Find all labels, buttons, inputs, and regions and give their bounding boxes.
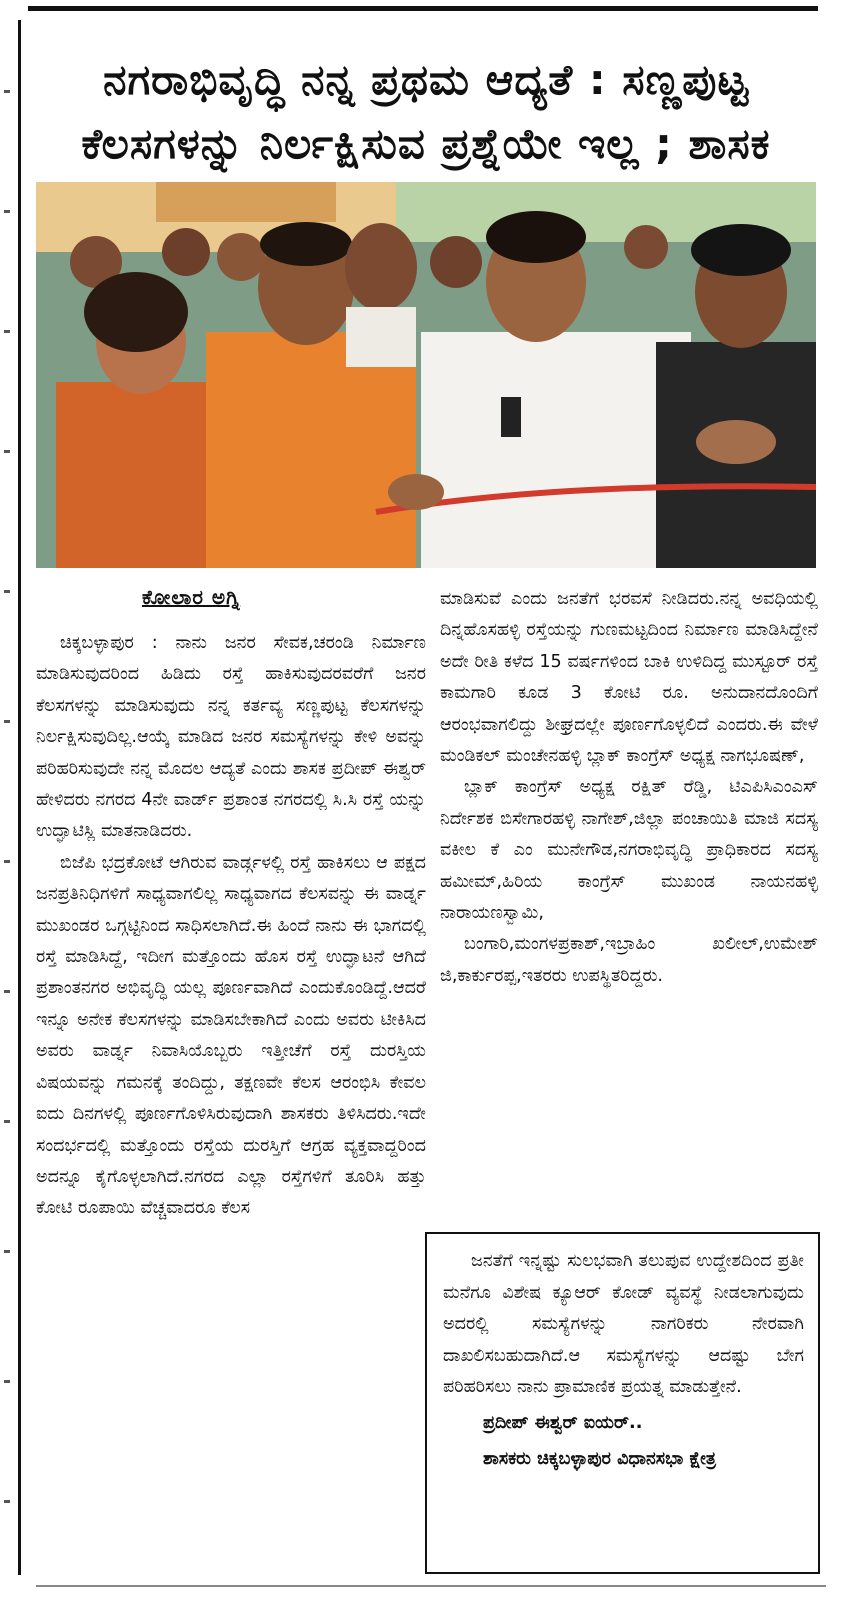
article-column-2 — [440, 584, 818, 992]
paragraph: ಬಂಗಾರಿ,ಮಂಗಳಪ್ರಕಾಶ್,ಇಬ್ರಾಹಿಂ ಖಲೀಲ್,ಉಮೇಶ್ ಜಿ,ಕಾರ್ಕುರಪ್ಪ,ಇತರರು ಉಪಸ್ಥಿತರಿದ್ದರು. — [440, 934, 818, 986]
top-rule — [28, 6, 818, 11]
quote-designation: ಶಾಸಕರು ಚಿಕ್ಕಬಳ್ಳಾಪುರ ವಿಧಾನಸಭಾ ಕ್ಷೇತ್ರ — [483, 1448, 716, 1469]
paragraph: ಬಿಜೆಪಿ ಭದ್ರಕೋಟೆ ಆಗಿರುವ ವಾರ್ಡ್ಗಳಲ್ಲಿ ರಸ್ತೆ ಹಾಕಿಸಲು ಆ ಪಕ್ಷದ ಜನಪ್ರತಿನಿಧಿಗಳಿಗೆ ಸಾಧ್ಯವಾಗಲಿಲ್ಲ ಸಾಧ್ಯವಾಗದ ಕೆಲಸವನ್ನು ಈ ವಾರ್ಡ್ನ ಮುಖಂಡರ ಒಗ್ಗಟ್ಟಿನಿಂದ ಸಾಧಿಸಲಾಗಿದೆ.ಈ ಹಿಂದೆ ನಾನು ಈ ಭಾಗದಲ್ಲಿ ರಸ್ತೆ ಮಾಡಿಸಿದ್ದೆ, ಇದೀಗ ಮತ್ತೊಂದು ಹೊಸ ರಸ್ತೆ ಉದ್ಘಾಟನೆ ಆಗಿದೆ ಪ್ರಶಾಂತನಗರ ಅಭಿವೃದ್ಧಿ ಯಲ್ಲ ಪೂರ್ಣವಾಗಿದೆ ಎಂದುಕೊಂಡಿದ್ದೆ.ಆದರೆ ಇನ್ನೂ ಅನೇಕ ಕೆಲಸಗಳನ್ನು ಮಾಡಿಸಬೇಕಾಗಿದೆ ಎಂದು ಅವರು ಟೀಕಿಸಿದ ಅವರು ವಾರ್ಡ್ನ ನಿವಾಸಿಯೊಬ್ಬರು ಇತ್ತೀಚೆಗೆ ರಸ್ತೆ ದುರಸ್ತಿಯ ವಿಷಯವನ್ನು ಗಮನಕ್ಕೆ ತಂದಿದ್ದು, ತಕ್ಷಣವೇ ಕೆಲಸ ಆರಂಭಿಸಿ ಕೇವಲ ಐದು ದಿನಗಳಲ್ಲಿ ಪೂರ್ಣಗೊಳಿಸಿರುವುದಾಗಿ ಶಾಸಕರು ತಿಳಿಸಿದರು.ಇದೇ ಸಂದರ್ಭದಲ್ಲಿ ಮತ್ತೊಂದು ರಸ್ತೆಯ ದುರಸ್ತಿಗೆ ಆಗ್ರಹ ವ್ಯಕ್ತವಾದ್ದರಿಂದ ಅದನ್ನೂ ಕೈಗೊಳ್ಳಲಾಗಿದೆ.ನಗರದ ಎಲ್ಲಾ ರಸ್ತೆಗಳಿಗೆ ತೂರಿಸಿ ಹತ್ತು ಕೋಟಿ ರೂಪಾಯಿ ವೆಚ್ಚವಾದರೂ ಕೆಲಸ — [36, 852, 426, 1219]
left-column-rule — [18, 20, 21, 1575]
byline: ಕೋಲಾರ ಅಗ್ನಿ — [142, 585, 241, 609]
paragraph: ಬ್ಲಾಕ್ ಕಾಂಗ್ರೆಸ್ ಅಧ್ಯಕ್ಷ ರಕ್ಷಿತ್ ರೆಡ್ಡಿ, ಟಿಎಪಿಸಿಎಂಎಸ್ ನಿರ್ದೇಶಕ ಬಿಸೇಗಾರಹಳ್ಳಿ ನಾಗೇಶ್,ಜಿಲ್ಲಾ ಪಂಚಾಯಿತಿ ಮಾಜಿ ಸದಸ್ಯ ವಕೀಲ ಕೆ ಎಂ ಮುನೇಗೌಡ,ನಗರಾಭಿವೃದ್ಧಿ ಪ್ರಾಧಿಕಾರದ ಸದಸ್ಯ ಹಮೀಮ್,ಹಿರಿಯ ಕಾಂಗ್ರೆಸ್ ಮುಖಂಡ ನಾಯನಹಳ್ಳಿ ನಾರಾಯಣಸ್ವಾಮಿ, — [440, 777, 818, 924]
quote-box — [425, 1232, 820, 1574]
bottom-rule — [36, 1585, 826, 1587]
paragraph: ಮಾಡಿಸುವೆ ಎಂದು ಜನತೆಗೆ ಭರವಸೆ ನೀಡಿದರು.ನನ್ನ ಅವಧಿಯಲ್ಲಿ ದಿನ್ನಹೊಸಹಳ್ಳಿ ರಸ್ತೆಯನ್ನು ಗುಣಮಟ್ಟದಿಂದ ನಿರ್ಮಾಣ ಮಾಡಿಸಿದ್ದೇನೆ ಅದೇ ರೀತಿ ಕಳೆದ 15 ವರ್ಷಗಳಿಂದ ಬಾಕಿ ಉಳಿದಿದ್ದ ಮುಸ್ಟೂರ್ ರಸ್ತೆ ಕಾಮಗಾರಿ ಕೂಡ 3 ಕೋಟಿ ರೂ. ಅನುದಾನದೊಂದಿಗೆ ಆರಂಭವಾಗಲಿದ್ದು ಶೀಘ್ರದಲ್ಲೇ ಪೂರ್ಣಗೊಳ್ಳಲಿದೆ ಎಂದರು.ಈ ವೇಳೆ ಮಂಡಿಕಲ್ ಮಂಚೇನಹಳ್ಳಿ ಬ್ಲಾಕ್ ಕಾಂಗ್ರೆಸ್ ಅಧ್ಯಕ್ಷ ನಾಗಭೂಷಣ್, — [440, 589, 818, 767]
news-photo — [36, 182, 816, 568]
photo-illustration — [36, 182, 816, 568]
article-headline: ನಗರಾಭಿವೃದ್ಧಿ ನನ್ನ ಪ್ರಥಮ ಆದ್ಯತೆ : ಸಣ್ಣಪುಟ್ಟ ಕೆಲಸಗಳನ್ನು ನಿರ್ಲಕ್ಷಿಸುವ ಪ್ರಶ್ನೆಯೇ ಇಲ್ಲ ; ಶಾಸಕ — [81, 55, 771, 169]
quote-signature: ಪ್ರದೀಪ್ ಈಶ್ವರ್ ಐಯರ್.. — [483, 1412, 643, 1433]
paragraph: ಚಿಕ್ಕಬಳ್ಳಾಪುರ : ನಾನು ಜನರ ಸೇವಕ,ಚರಂಡಿ ನಿರ್ಮಾಣ ಮಾಡಿಸುವುದರಿಂದ ಹಿಡಿದು ರಸ್ತೆ ಹಾಕಿಸುವುದರವರೆಗೆ ಜನರ ಕೆಲಸಗಳನ್ನು ಮಾಡಿಸುವುದು ನನ್ನ ಕರ್ತವ್ಯ ಸಣ್ಣಪುಟ್ಟ ಕೆಲಸಗಳನ್ನು ನಿರ್ಲಕ್ಷಿಸುವುದಿಲ್ಲ.ಆಯ್ಕೆ ಮಾಡಿದ ಜನರ ಸಮಸ್ಯೆಗಳನ್ನು ಕೇಳಿ ಅವನ್ನು ಪರಿಹರಿಸುವುದೇ ನನ್ನ ಮೊದಲ ಆದ್ಯತೆ ಎಂದು ಶಾಸಕ ಪ್ರದೀಪ್ ಈಶ್ವರ್ ಹೇಳಿದರು ನಗರದ 4ನೇ ವಾರ್ಡ್ ಪ್ರಶಾಂತ ನಗರದಲ್ಲಿ ಸಿ.ಸಿ ರಸ್ತೆ ಯನ್ನು ಉದ್ಘಾಟಿಸ್ಲಿ ಮಾತನಾಡಿದರು. — [36, 633, 426, 842]
quote-text: ಜನತೆಗೆ ಇನ್ನಷ್ಟು ಸುಲಭವಾಗಿ ತಲುಪುವ ಉದ್ದೇಶದಿಂದ ಪ್ರತೀ ಮನೆಗೂ ವಿಶೇಷ ಕ್ಯೂಆರ್ ಕೋಡ್ ವ್ಯವಸ್ಥೆ ನೀಡಲಾಗುವುದು ಅದರಲ್ಲಿ ಸಮಸ್ಯೆಗಳನ್ನು ನಾಗರಿಕರು ನೇರವಾಗಿ ದಾಖಲಿಸಬಹುದಾಗಿದೆ.ಆ ಸಮಸ್ಯೆಗಳನ್ನು ಆದಷ್ಟು ಬೇಗ ಪರಿಹರಿಸಲು ನಾನು ಪ್ರಾಮಾಣಿಕ ಪ್ರಯತ್ನ ಮಾಡುತ್ತೇನೆ. — [443, 1251, 804, 1398]
adjacent-page-edge — [0, 0, 18, 1599]
article-column-1 — [36, 628, 426, 1225]
